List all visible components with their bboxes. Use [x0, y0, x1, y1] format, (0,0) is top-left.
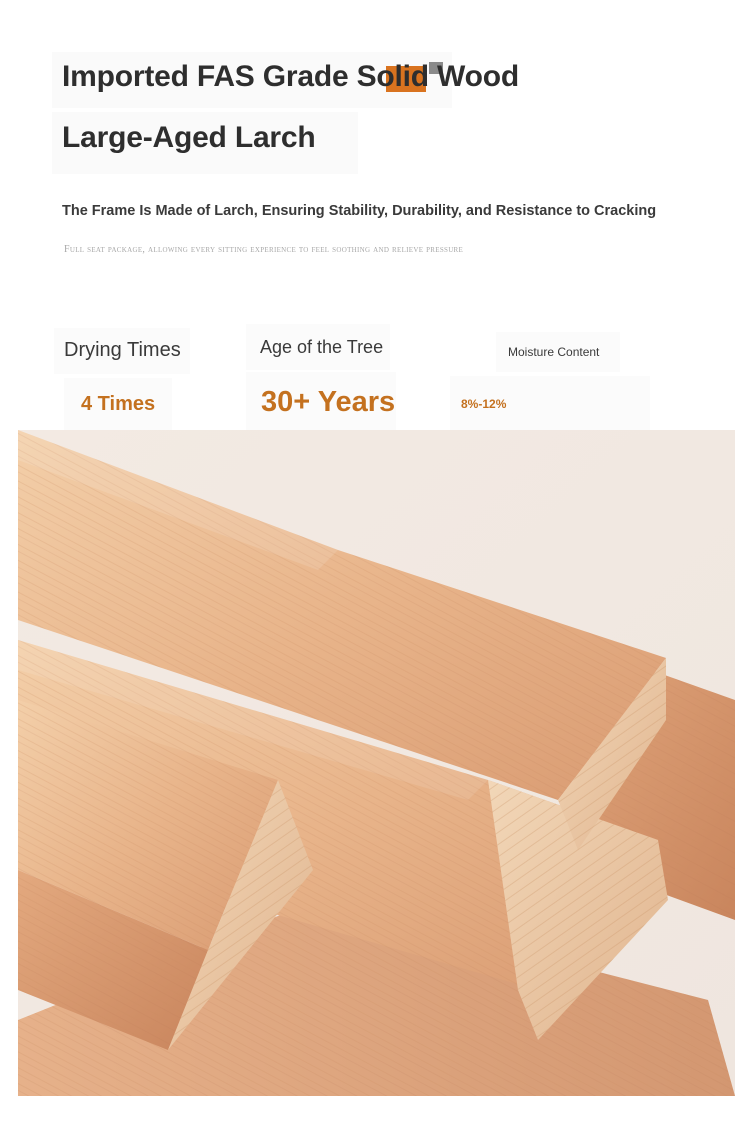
stat-label-drying-times: Drying Times — [64, 339, 181, 361]
page-title-line-1: Imported FAS Grade Solid Wood — [62, 60, 520, 93]
page-title-line-2: Large-Aged Larch — [62, 121, 316, 154]
stat-value-drying-times: 4 Times — [81, 393, 156, 415]
wood-beams-illustration — [18, 430, 735, 1096]
subtitle: The Frame Is Made of Larch, Ensuring Stability, Durability, and Resistance to Cracking — [62, 203, 657, 219]
stat-value-moisture: 8%-12% — [461, 397, 507, 411]
tagline: Full seat package, allowing every sitting experience to feel soothing and relieve pressure — [64, 244, 464, 255]
stat-value-tree-age: 30+ Years — [261, 386, 396, 418]
stat-label-tree-age: Age of the Tree — [260, 337, 384, 357]
stat-label-moisture: Moisture Content — [508, 345, 600, 359]
wood-beams-photo — [18, 430, 735, 1096]
